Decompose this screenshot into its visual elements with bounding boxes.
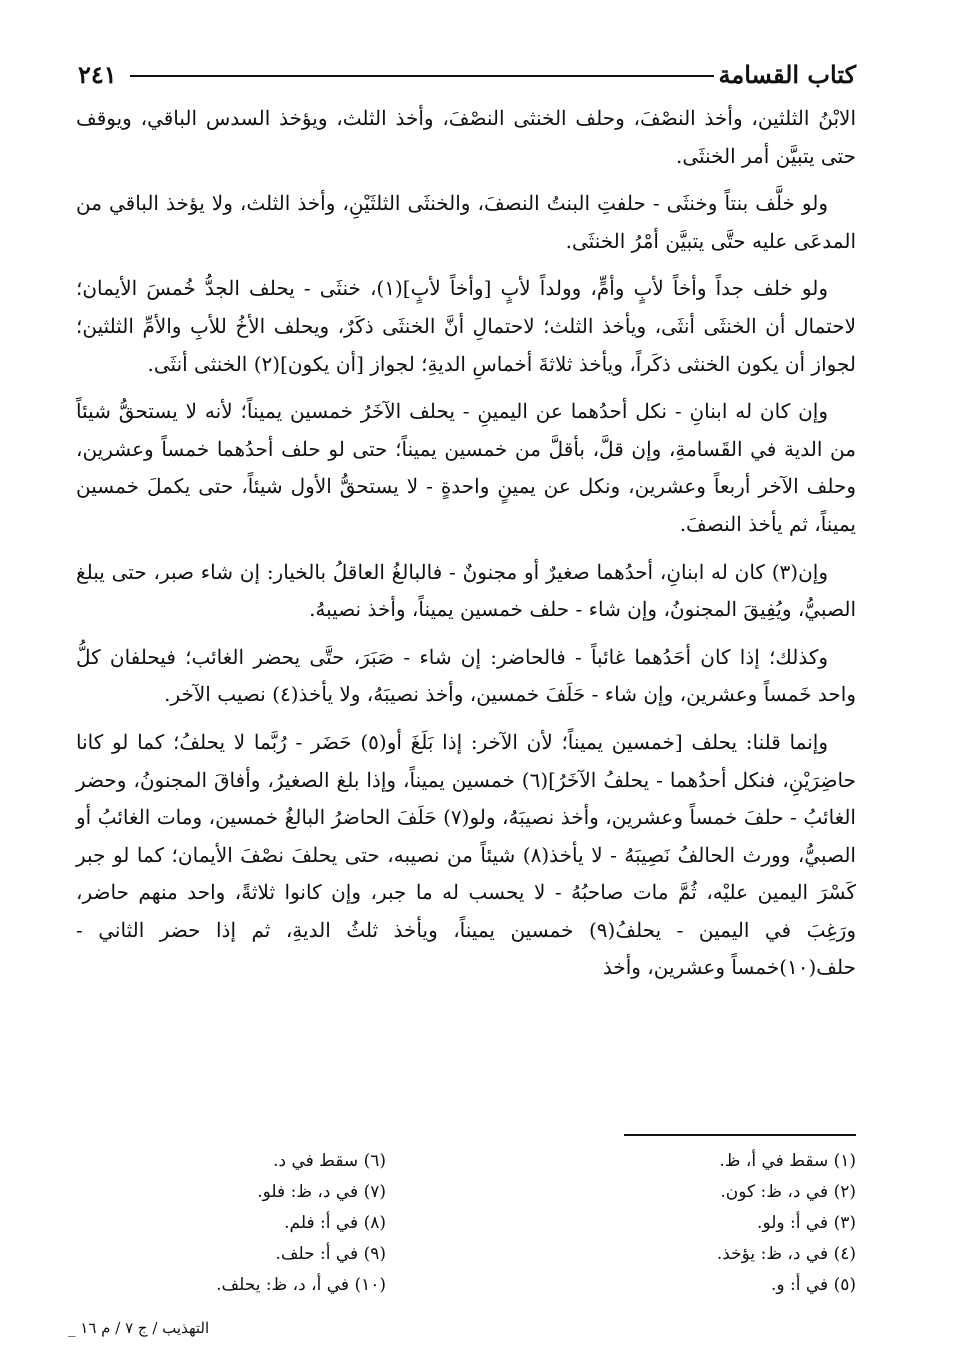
footnote-2: (٢) في د، ظ: كون. xyxy=(720,1182,856,1202)
main-text xyxy=(76,100,856,997)
footnote-1: (١) سقط في أ، ظ. xyxy=(719,1151,856,1171)
footnotes xyxy=(216,1146,856,1311)
paragraph-5: وإن(٣) كان له ابنانِ، أحدُهما صغيرٌ أو مجنونٌ - فالبالغُ العاقلُ بالخيار: إن شاء صبر، حتى يبلغ الصبيُّ، ويُفِيقَ المجنونُ، وإن شاء - حلف خمسين يميناً، وأخذ نصيبهُ. xyxy=(76,559,856,622)
paragraph-2: ولو خلَّف بنتاً وخنثَى - حلفتِ البنتُ النصفَ، والخنثَى الثلثَيْنِ، وأخذ الثلث، ولا يؤخذ الباقي من المدعَى عليه حتَّى يتبيَّن أمْرُ الخنثَى. xyxy=(76,191,856,253)
page-header xyxy=(78,58,856,92)
header-rule xyxy=(130,75,714,77)
footnote-4: (٤) في د، ظ: يؤخذ. xyxy=(716,1244,856,1264)
paragraph-1: الابْنُ الثلثين، وأخذ النصْفَ، وحلف الخنثى النصْفَ، وأخذ الثلث، ويؤخذ السدس الباقي، ويوقف حتى يتبيَّن أمر الخنثَى. xyxy=(76,106,856,168)
page-number: ٢٤١ xyxy=(78,60,117,89)
footnote-5: (٥) في أ: و. xyxy=(771,1275,856,1295)
paragraph-3: ولو خلف جداً وأخاً لأبٍ وأمٍّ، وولداً لأبٍ [وأخاً لأبٍ](١)، خنثَى - يحلف الجدُّ خُمسَ الأيمان؛ لاحتمال أن الخنثَى أنثَى، ويأخذ الثلث؛ لاحتمالِ أنَّ الخنثَى ذكَرٌ، ويحلف الأخُ للأبِ والأمِّ الثلثين؛ لجواز أن يكون الخنثى ذكَراً، ويأخذ ثلاثةَ أخماسِ الديةِ؛ لجواز [أن يكون](٢) الخنثى أنثَى. xyxy=(76,276,856,376)
footnote-10: (١٠) في أ، د، ظ: يحلف. xyxy=(216,1275,386,1295)
paragraph-7: وإنما قلنا: يحلف [خمسين يميناً؛ لأن الآخر: إذا بَلَغَ أو(٥) حَضَر - رُبَّما لا يحلفُ؛ كما لو كانا حاضِرَيْنِ، فنكل أحدُهما - يحلفُ الآخَرُ](٦) خمسين يميناً، وإذا بلغ الصغيرُ، وأفاقَ المجنونُ، وحضر الغائبُ - حلفَ خمساً وعشرين، وأخذ نصيبَهُ، ولو(٧) حَلَفَ الحاضرُ البالغُ خمسين، ومات الغائبُ أو الصبيُّ، وورث الحالفُ نَصِيبَهُ - لا يأخذ(٨) شيئاً من نصيبه، حتى يحلفَ نصْفَ الأيمان؛ كما لو جبر كَسْرَ اليمين عليْه، ثُمَّ مات صاحبُهُ - لا يحسب له ما جبر، وإن كانوا ثلاثةً، واحد منهم حاضر، ورَغِبَ في اليمين - يحلفُ(٩) خمسين يميناً، ويأخذ ثلثُ الديةِ، ثم إذا حضر الثاني - حلف(١٠)خمساً وعشرين، وأخذ xyxy=(76,729,856,980)
footnote-7: (٧) في د، ظ: فلو. xyxy=(257,1182,386,1202)
footnote-6: (٦) سقط في د. xyxy=(273,1151,386,1171)
footnote-separator xyxy=(624,1134,856,1136)
running-title: كتاب القسامة xyxy=(718,60,856,89)
footnotes-left-column xyxy=(86,1146,386,1301)
footnote-9: (٩) في أ: حلف. xyxy=(275,1244,386,1264)
paragraph-4: وإن كان له ابنانِ - نكل أحدُهما عن اليمينِ - يحلف الآخَرُ خمسين يميناً؛ لأنه لا يستحقُّ شيئاً من الدية في القَسامةِ، وإن قلَّ، بأقلَّ من خمسين يميناً؛ حتى لو حلف أحدُهما خمساً وعشرين، وحلف الآخر أربعاً وعشرين، ونكل عن يمينٍ واحدةٍ - لا يستحقُّ الأول شيئاً، حتى يكملَ خمسين يميناً، ثم يأخذ النصفَ. xyxy=(76,399,856,536)
paragraph-6: وكذلك؛ إذا كان أحَدُهما غائباً - فالحاضر: إن شاء - صَبَرَ، حتَّى يحضر الغائب؛ فيحلفان كلُّ واحد خَمساً وعشرين، وإن شاء - حَلَفَ خمسين، وأخذ نصيبَهُ، ولا يأخذ(٤) نصيب الآخر. xyxy=(76,644,856,707)
footnote-3: (٣) في أ: ولو. xyxy=(757,1213,856,1233)
printer-signature: التهذيب / ج ٧ / م ١٦ _ xyxy=(68,1319,210,1337)
footnotes-right-column xyxy=(556,1146,856,1301)
footnote-8: (٨) في أ: فلم. xyxy=(284,1213,386,1233)
